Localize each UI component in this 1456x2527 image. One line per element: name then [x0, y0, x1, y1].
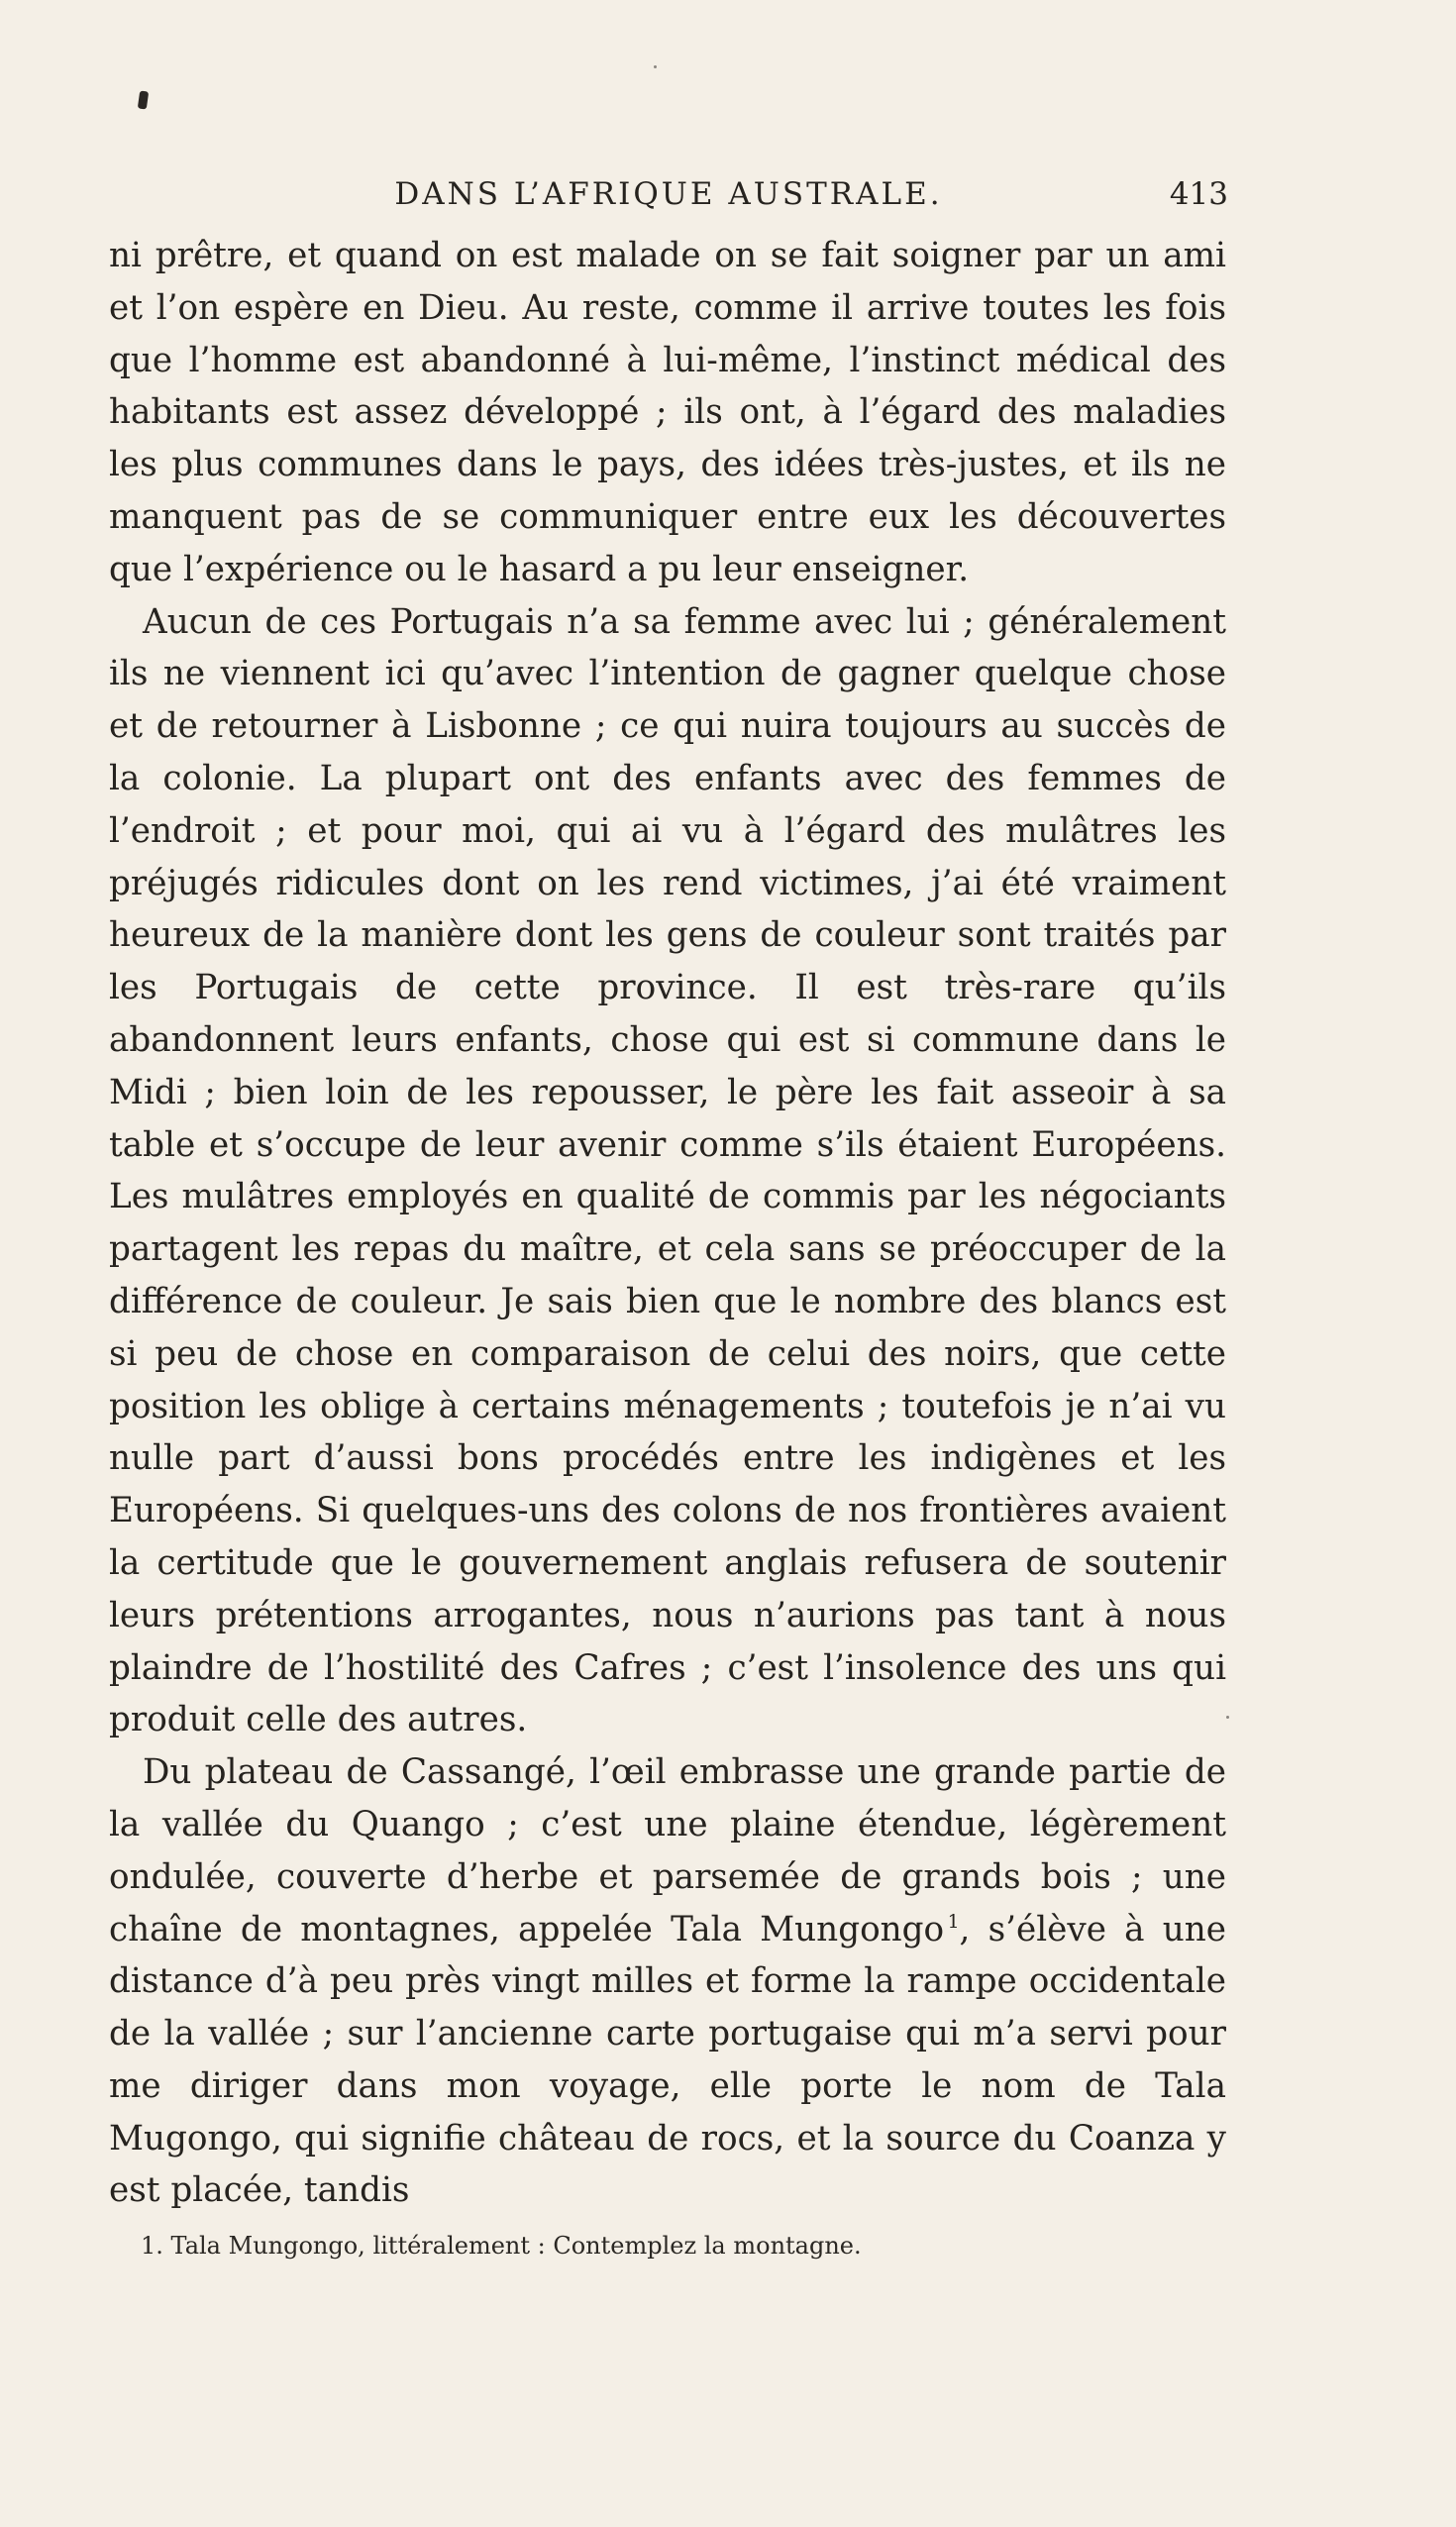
ink-blot — [138, 90, 149, 109]
body-text — [109, 230, 1226, 2217]
running-head — [109, 174, 1228, 214]
footnote-marker: 1. — [141, 2232, 163, 2260]
paper-speck — [1226, 1716, 1229, 1719]
page-number: 413 — [1169, 176, 1228, 212]
footnote-text: Tala Mungongo, littéralement : Contemplez la montagne. — [170, 2232, 862, 2260]
paragraph-2: Aucun de ces Portugais n’a sa femme avec lui ; généralement ils ne viennent ici qu’avec l’intention de gagner quelque chose et de retourner à Lisbonne ; ce qui nuira toujours au succès de la colonie. La plupart ont des enfants avec des femmes de l’endroit ; et pour moi, qui ai vu à l’égard des mulâtres les préjugés ridicules dont on les rend victimes, j’ai été vraiment heureux de la manière dont les gens de couleur sont traités par les Portugais de cette province. Il est très-rare qu’ils abandonnent leurs enfants, chose qui est si commune dans le Midi ; bien loin de les repousser, le père les fait asseoir à sa table et s’occupe de leur avenir comme s’ils étaient Européens. Les mulâtres employés en qualité de commis par les négociants partagent les repas du maître, et cela sans se préoccuper de la différence de couleur. Je sais bien que le nombre des blancs est si peu de chose en comparaison de celui des noirs, que cette position les oblige à certains ménagements ; toutefois je n’ai vu nulle part d’aussi bons procédés entre les indigènes et les Européens. Si quelques-uns des colons de nos frontières avaient la certitude que le gouvernement anglais refusera de soutenir leurs prétentions arrogantes, nous n’aurions pas tant à nous plaindre de l’hostilité des Cafres ; c’est l’insolence des uns qui produit celle des autres. — [109, 601, 1226, 1740]
paper-speck — [654, 65, 657, 68]
footnote-reference[interactable]: 1 — [947, 1911, 960, 1933]
paragraph-3-part-1: Du plateau de Cassangé, l’œil embrasse une grande partie de la vallée du Quango ; c’est une plaine étendue, légèrement ondulée, couverte d’herbe et parsemée de grands bois ; une chaîne de montagnes, appelée Tala Mungongo — [109, 1752, 1226, 1949]
footnote — [141, 2229, 1230, 2263]
paragraph-3 — [109, 1746, 1226, 2217]
paragraph-1: ni prêtre, et quand on est malade on se fait soigner par un ami et l’on espère en Dieu. Au reste, comme il arrive toutes les fois que l’homme est abandonné à lui-même, l’instinct médical des habitants est assez développé ; ils ont, à l’égard des maladies les plus communes dans le pays, des idées très-justes, et ils ne manquent pas de se communiquer entre eux les découvertes que l’expérience ou le hasard a pu leur enseigner. — [109, 236, 1226, 589]
running-title: DANS L’AFRIQUE AUSTRALE. — [394, 176, 943, 212]
paragraph-3-part-2: , s’élève à une distance d’à peu près vingt milles et forme la rampe occidentale de la vallée ; sur l’ancienne carte portugaise qui m’a servi pour me diriger dans mon voyage, elle porte le nom de Tala Mugongo, qui signifie château de rocs, et la source du Coanza y est placée, tandis — [109, 1909, 1226, 2211]
